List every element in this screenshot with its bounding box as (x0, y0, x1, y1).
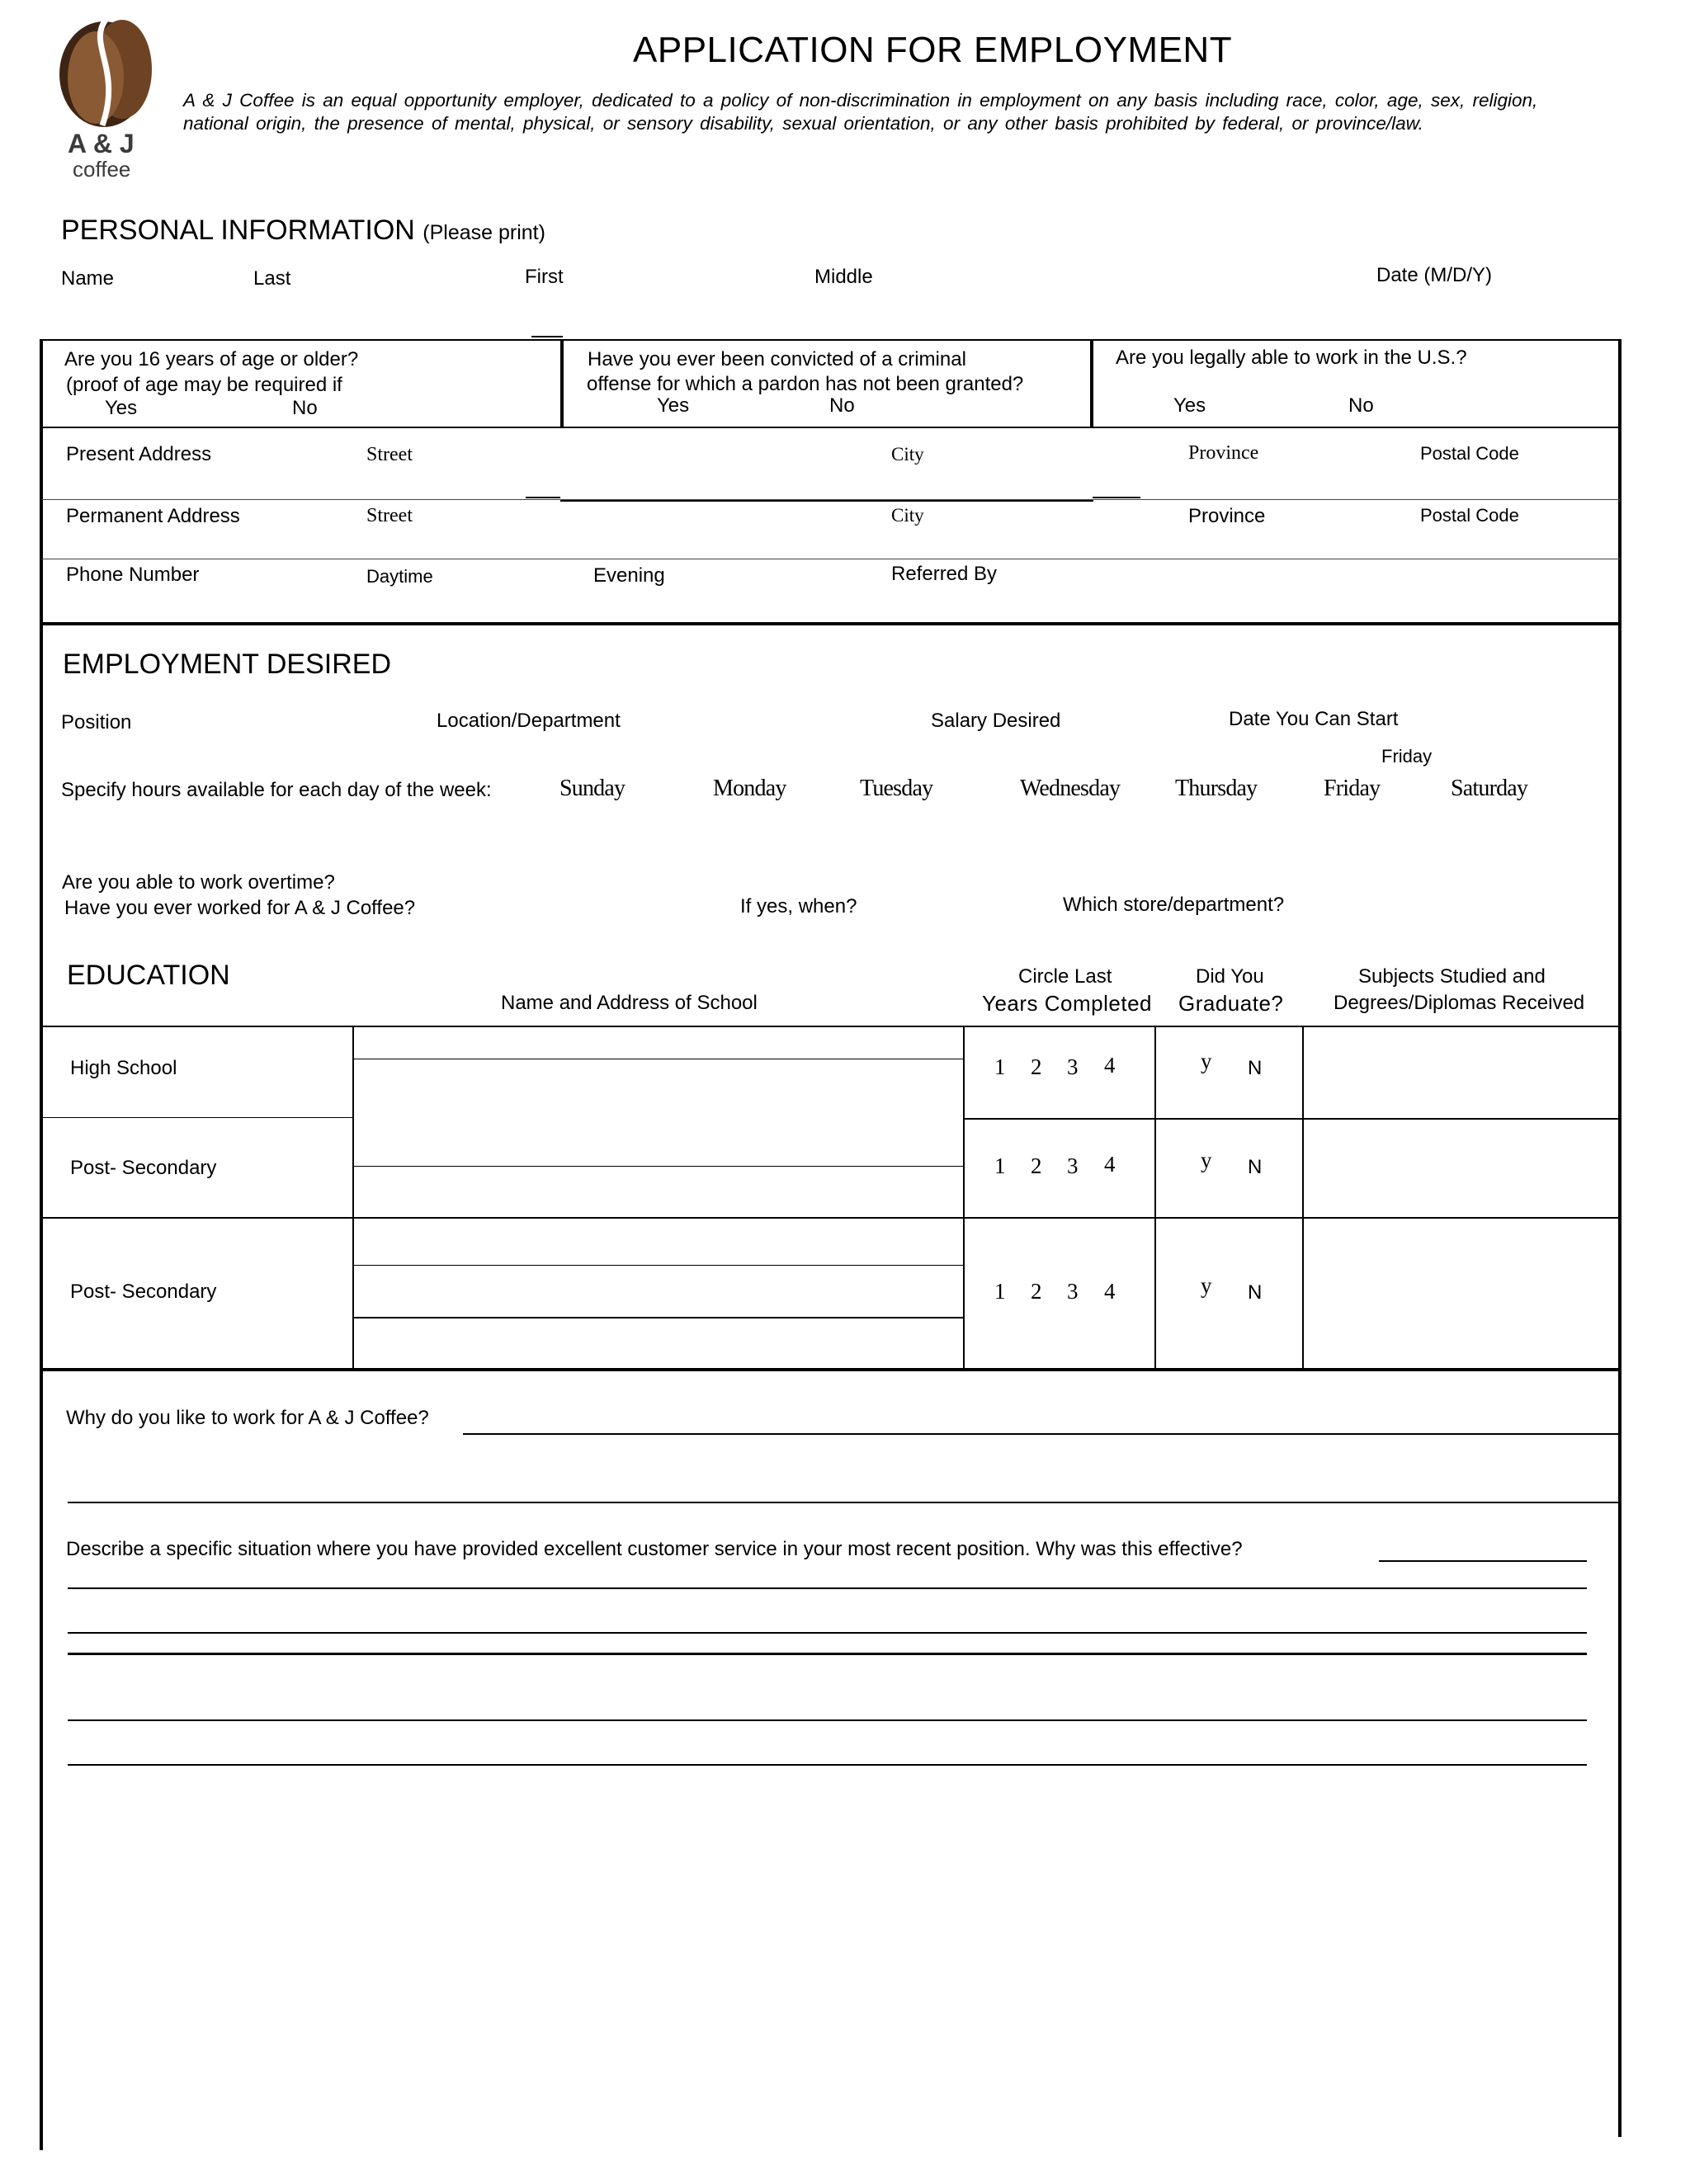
edu-graduate-y[interactable]: y (1201, 1049, 1212, 1073)
brand-sub: coffee (73, 157, 131, 182)
name-first-field[interactable]: First (525, 266, 564, 288)
edu-school-line-3 (353, 1265, 964, 1266)
edu-graduate-y[interactable]: y (1201, 1273, 1212, 1298)
friday-small-label: Friday (1381, 746, 1433, 767)
criminal-no-option[interactable]: No (829, 394, 855, 417)
edu-col-divider-4 (1302, 1026, 1304, 1369)
edu-year-1[interactable]: 1 (994, 1054, 1006, 1079)
edu-graduate-y[interactable]: y (1201, 1148, 1212, 1172)
present-street-field[interactable]: Street (366, 444, 413, 465)
describe-answer-line-5[interactable] (68, 1764, 1587, 1766)
legal-yes-option[interactable]: Yes (1173, 394, 1206, 417)
edu-year-3[interactable]: 3 (1067, 1279, 1079, 1304)
overtime-question[interactable]: Are you able to work overtime? (62, 871, 335, 894)
why-answer-line-2[interactable] (68, 1502, 1618, 1503)
present-underline-c (1093, 497, 1140, 498)
row-divider-2 (41, 499, 1621, 500)
edu-graduate-n[interactable]: N (1248, 1156, 1263, 1178)
edu-col-divider-3 (1154, 1026, 1156, 1369)
criminal-question-2: offense for which a pardon has not been granted? (587, 373, 1024, 395)
describe-answer-line-2[interactable] (68, 1632, 1587, 1634)
day-monday[interactable]: Monday (713, 776, 786, 801)
day-thursday[interactable]: Thursday (1175, 776, 1258, 801)
legal-question: Are you legally able to work in the U.S.? (1116, 347, 1467, 369)
location-field[interactable]: Location/Department (437, 710, 621, 732)
present-address-label: Present Address (66, 443, 212, 465)
present-underline-a (526, 497, 560, 498)
date-field[interactable]: Date (M/D/Y) (1376, 264, 1493, 286)
name-underline-short (531, 336, 563, 337)
edu-year-4[interactable]: 4 (1104, 1053, 1116, 1078)
if-yes-when-field[interactable]: If yes, when? (740, 895, 857, 917)
edu-year-1[interactable]: 1 (994, 1279, 1006, 1304)
describe-answer-line-3[interactable] (68, 1653, 1587, 1655)
age-yes-option[interactable]: Yes (105, 397, 138, 419)
brand-name: A & J (68, 129, 135, 158)
coffee-bean-icon (54, 12, 162, 127)
personal-heading (61, 215, 545, 247)
graduate-header-2: Graduate? (1178, 991, 1284, 1016)
right-border (1618, 339, 1622, 2137)
edu-year-3[interactable]: 3 (1067, 1153, 1079, 1178)
criminal-question: Have you ever been convicted of a criminal (588, 348, 966, 370)
education-heading: EDUCATION (67, 960, 230, 991)
edu-row-divider-right-1 (964, 1118, 1621, 1120)
permanent-city-field[interactable]: City (891, 505, 924, 526)
name-middle-field[interactable]: Middle (814, 266, 873, 288)
permanent-address-label: Permanent Address (66, 505, 240, 527)
permanent-province-field[interactable]: Province (1188, 505, 1266, 527)
describe-answer-line-1[interactable] (68, 1587, 1587, 1589)
edu-header-bottom (41, 1026, 1621, 1027)
subjects-header-1: Subjects Studied and (1358, 965, 1546, 988)
referred-by-field[interactable]: Referred By (891, 563, 998, 585)
start-date-field[interactable]: Date You Can Start (1229, 708, 1399, 730)
edu-row-divider-left-1 (41, 1117, 353, 1118)
day-saturday[interactable]: Saturday (1451, 776, 1528, 801)
divider-crim (1090, 339, 1093, 428)
personal-heading-note: (Please print) (422, 221, 545, 244)
edu-school-line-4 (353, 1317, 964, 1318)
edu-row-divider-2 (41, 1217, 1621, 1219)
phone-label: Phone Number (66, 564, 200, 586)
permanent-postal-field[interactable]: Postal Code (1420, 505, 1519, 526)
describe-answer-line-4[interactable] (68, 1719, 1587, 1721)
edu-graduate-n[interactable]: N (1248, 1281, 1263, 1304)
divider-age (560, 339, 564, 428)
edu-year-2[interactable]: 2 (1031, 1279, 1042, 1304)
customer-service-question: Describe a specific situation where you have provided excellent customer service in your most recent position. Why was this effective? (66, 1538, 1243, 1560)
edu-row-label-high-school: High School (70, 1057, 177, 1079)
edu-year-1[interactable]: 1 (994, 1153, 1006, 1178)
present-city-field[interactable]: City (891, 444, 924, 465)
circle-years-header-1: Circle Last (1018, 965, 1112, 988)
day-wednesday[interactable]: Wednesday (1020, 776, 1121, 801)
personal-bottom-border (41, 622, 1621, 625)
name-last-field[interactable]: Last (253, 267, 291, 290)
edu-year-4[interactable]: 4 (1104, 1152, 1116, 1177)
employment-heading: EMPLOYMENT DESIRED (63, 649, 392, 680)
which-store-field[interactable]: Which store/department? (1063, 894, 1285, 916)
describe-answer-line-0[interactable] (1379, 1560, 1587, 1562)
brand-logo (53, 12, 168, 182)
subjects-header-2: Degrees/Diplomas Received (1334, 992, 1585, 1014)
left-border (40, 339, 43, 2150)
edu-bottom-border (40, 1368, 1622, 1371)
salary-field[interactable]: Salary Desired (931, 710, 1061, 732)
criminal-yes-option[interactable]: Yes (657, 394, 690, 417)
circle-years-header-2: Years Completed (982, 991, 1152, 1016)
age-no-option[interactable]: No (292, 397, 318, 419)
edu-row-label-post-secondary: Post- Secondary (70, 1157, 217, 1179)
present-postal-field[interactable]: Postal Code (1420, 443, 1519, 464)
why-answer-line-1[interactable] (463, 1433, 1618, 1435)
edu-year-3[interactable]: 3 (1067, 1054, 1079, 1079)
edu-year-4[interactable]: 4 (1104, 1279, 1116, 1304)
phone-daytime-field[interactable]: Daytime (366, 566, 433, 587)
edu-year-2[interactable]: 2 (1031, 1054, 1042, 1079)
day-tuesday[interactable]: Tuesday (860, 776, 933, 801)
legal-no-option[interactable]: No (1348, 394, 1374, 417)
row-divider-1 (41, 427, 1621, 428)
edu-school-line-2 (353, 1166, 964, 1167)
why-work-question: Why do you like to work for A & J Coffee? (66, 1407, 429, 1429)
page-title: APPLICATION FOR EMPLOYMENT (633, 30, 1233, 70)
school-column-header: Name and Address of School (501, 992, 758, 1014)
edu-year-2[interactable]: 2 (1031, 1153, 1042, 1178)
present-province-field[interactable]: Province (1188, 442, 1259, 464)
day-sunday[interactable]: Sunday (559, 776, 625, 801)
position-field[interactable]: Position (61, 711, 132, 734)
edu-row-label-post-secondary: Post- Secondary (70, 1281, 217, 1303)
day-friday[interactable]: Friday (1324, 776, 1381, 801)
permanent-street-field[interactable]: Street (366, 505, 413, 526)
name-label: Name (61, 267, 115, 290)
phone-evening-field[interactable]: Evening (593, 564, 665, 587)
graduate-header-1: Did You (1196, 965, 1264, 988)
present-underline-b (560, 500, 1093, 502)
age-question: Are you 16 years of age or older? (64, 348, 359, 370)
personal-heading-text: PERSONAL INFORMATION (61, 215, 415, 246)
hours-label: Specify hours available for each day of the week: (61, 779, 492, 801)
eeo-notice: A & J Coffee is an equal opportunity employer, dedicated to a policy of non-discrimination in employment on any basis including race, color, age, sex, religion, national origin, the presence of mental, physical, or sensory disability, sexual orientation, or any other basis prohibited by federal, or province/law. (183, 90, 1538, 134)
worked-before-question[interactable]: Have you ever worked for A & J Coffee? (64, 897, 416, 919)
table-top-border (41, 339, 1621, 341)
age-question-note: (proof of age may be required if (66, 374, 342, 396)
edu-graduate-n[interactable]: N (1248, 1057, 1263, 1079)
